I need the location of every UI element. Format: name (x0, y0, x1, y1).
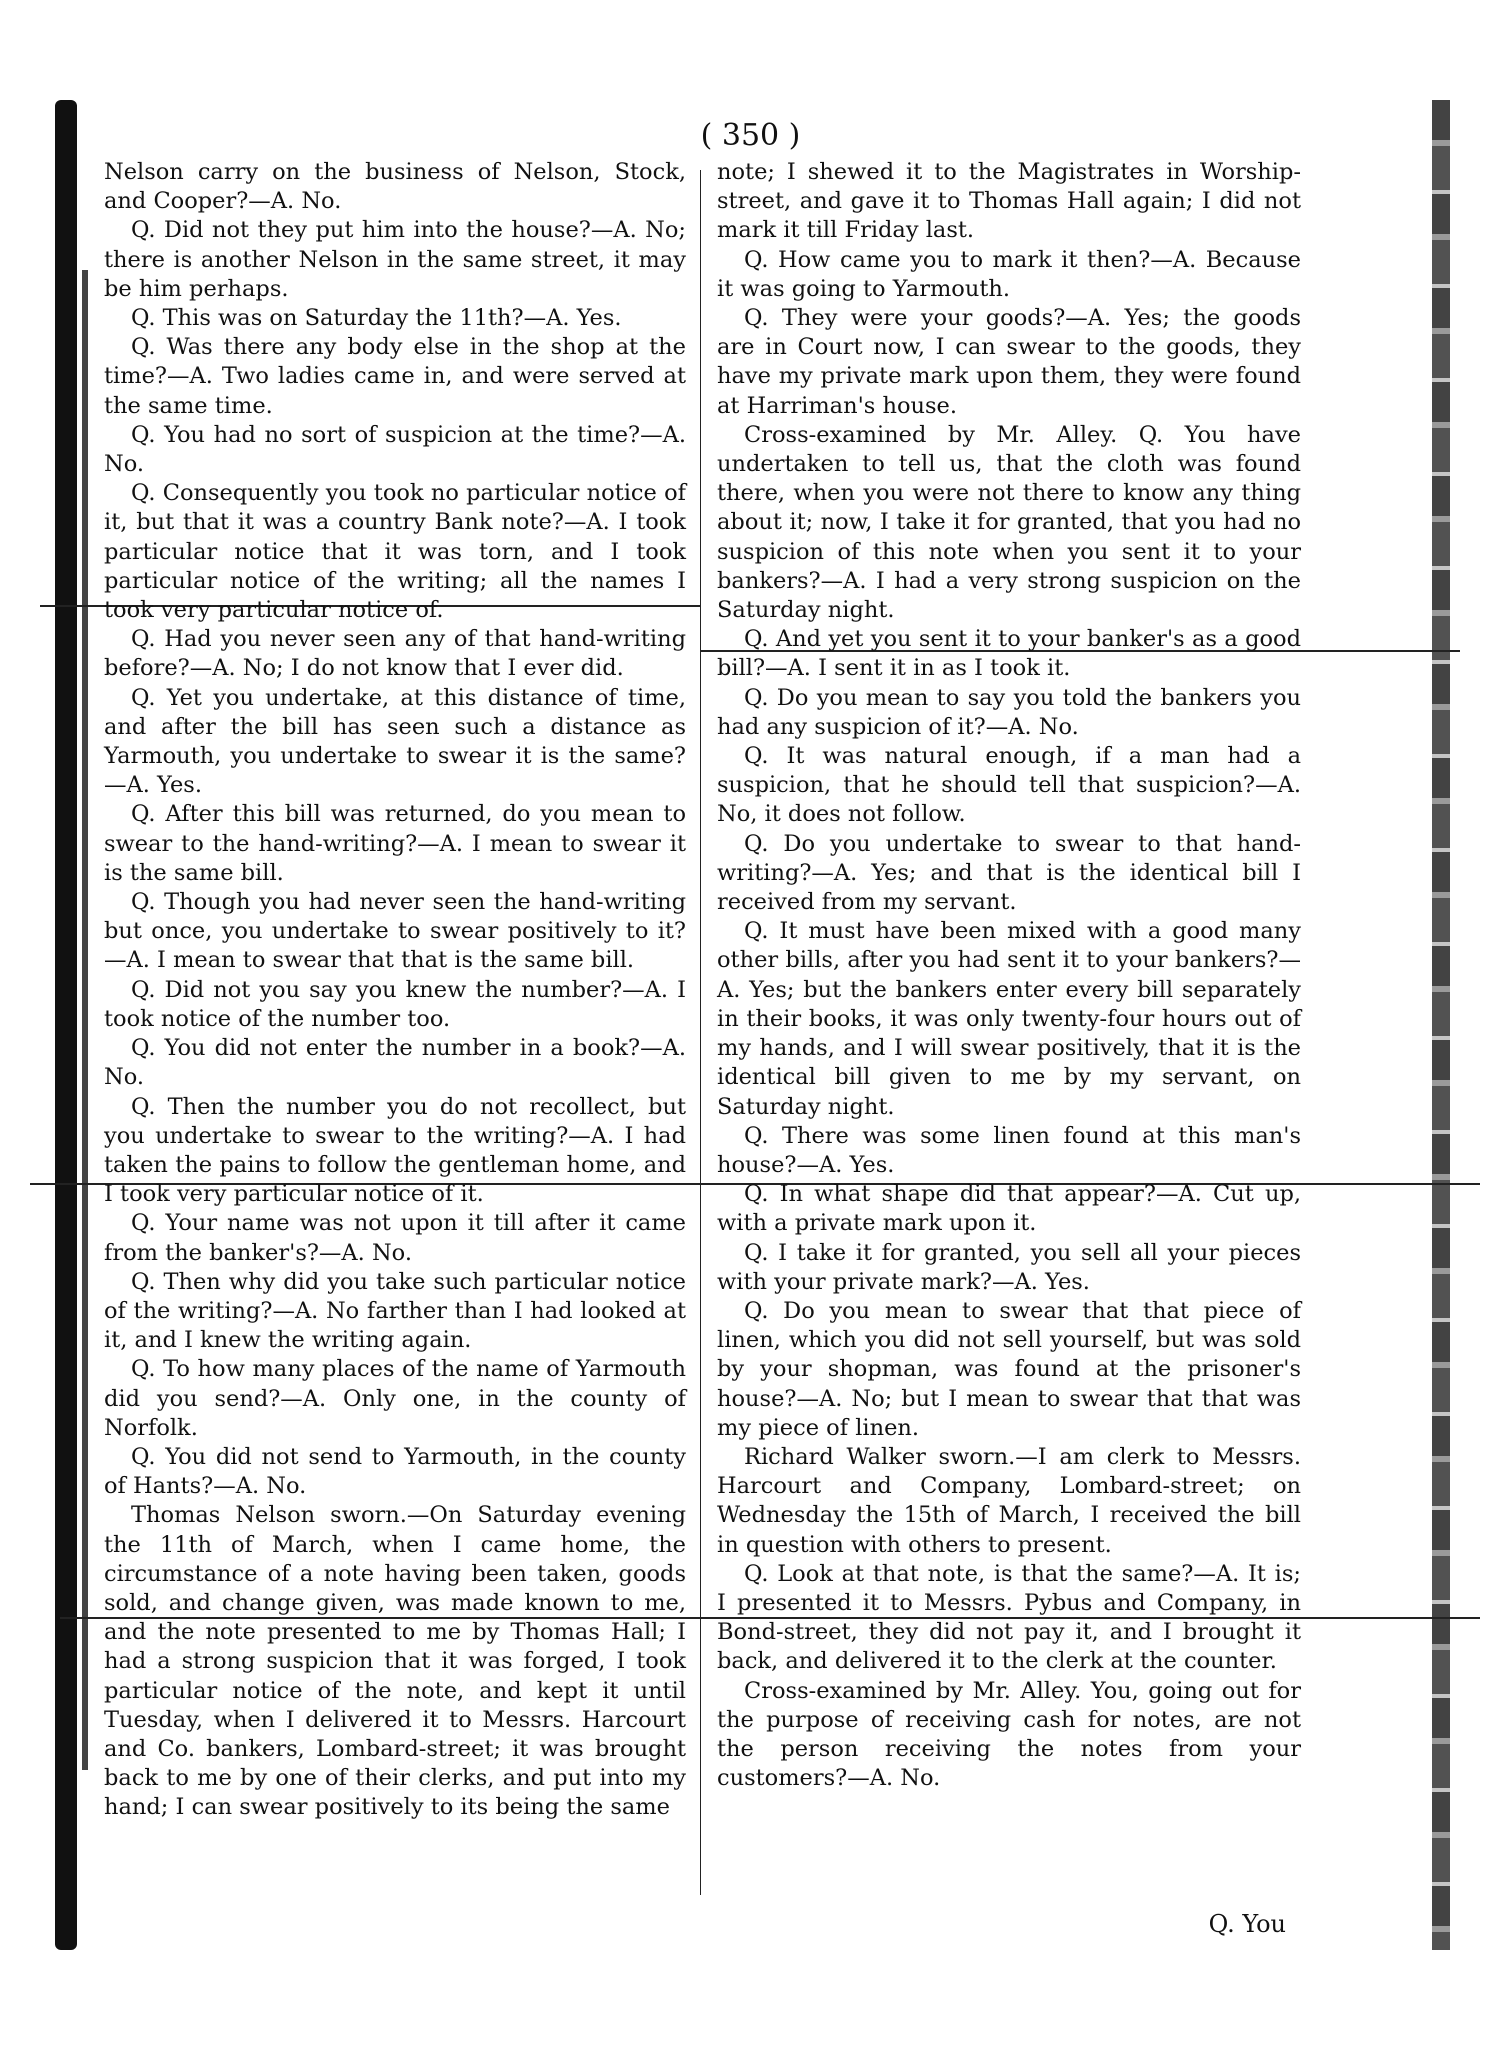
paragraph: Q. How came you to mark it then?—A. Because it was going to Yarmouth. (717, 246, 1301, 302)
paragraph: Q. This was on Saturday the 11th?—A. Yes. (131, 305, 622, 332)
page-number: ( 350 ) (700, 118, 801, 153)
paragraph: Q. To how many places of the name of Yarmouth did you send?—A. Only one, in the county of Norfolk. (104, 1356, 686, 1441)
paragraph: Q. And yet you sent it to your banker's as a good bill?—A. I sent it in as I took it. (717, 626, 1301, 682)
paragraph: Q. It was natural enough, if a man had a suspicion, that he should tell that suspicion?—A. No, it does not follow. (717, 743, 1301, 828)
paragraph: Q. Look at that note, is that the same?—A. It is; I presented it to Messrs. Pybus and Company, in Bond-street, they did not pay it, and I brought it back, and delivered it to the clerk at the counter. (717, 1560, 1301, 1675)
scan-edge-left-inner (82, 270, 88, 1770)
paragraph: Q. Was there any body else in the shop at the time?—A. Two ladies came in, and were served at the same time. (104, 334, 686, 419)
paragraph: Q. Though you had never seen the hand-writing but once, you undertake to swear positively to it?—A. I mean to swear that that is the same bill. (104, 889, 686, 974)
paragraph: Q. It must have been mixed with a good many other bills, after you had sent it to your bankers?—A. Yes; but the bankers enter every bill separately in their books, it was only twenty-four hours out of my hands, and I will swear positively, that it is the identical bill given to me by my servant, on Saturday night. (717, 918, 1301, 1120)
paragraph: Q. Did not they put him into the house?—A. No; there is another Nelson in the same street, it may be him perhaps. (104, 217, 686, 302)
paragraph: Q. You did not send to Yarmouth, in the county of Hants?—A. No. (104, 1443, 686, 1500)
paragraph: Nelson carry on the business of Nelson, Stock, and Cooper?—A. No. (104, 159, 686, 215)
paragraph: Q. They were your goods?—A. Yes; the goods are in Court now, I can swear to the goods, they have my private mark upon them, they were found at Harriman's house. (717, 305, 1301, 419)
paragraph: Cross-examined by Mr. Alley. You, going out for the purpose of receiving cash for notes, are not the person receiving the notes from your customers?—A. No. (717, 1677, 1301, 1792)
paragraph: Q. Do you mean to swear that that piece of linen, which you did not sell yourself, but was sold by your shopman, was found at the prisoner's house?—A. No; but I mean to swear that that was my piece of linen. (717, 1297, 1301, 1441)
paragraph: Q. In what shape did that appear?—A. Cut up, with a private mark upon it. (717, 1181, 1301, 1237)
paragraph: Q. Your name was not upon it till after it came from the banker's?—A. No. (104, 1210, 686, 1266)
scan-edge-right (1432, 100, 1450, 1950)
paragraph: Richard Walker sworn.—I am clerk to Messrs. Harcourt and Company, Lombard-street; on Wednesday the 15th of March, I received the bill in question with others to present. (717, 1443, 1301, 1558)
paragraph: note; I shewed it to the Magistrates in Worship-street, and gave it to Thomas Hall again; I did not mark it till Friday last. (717, 159, 1301, 244)
paragraph: Q. Had you never seen any of that hand-writing before?—A. No; I do not know that I ever did. (104, 626, 686, 682)
paragraph: Q. Did not you say you knew the number?—A. I took notice of the number too. (104, 976, 686, 1032)
paragraph: Thomas Nelson sworn.—On Saturday evening the 11th of March, when I came home, the circumstance of a note having been taken, goods sold, and change given, was made known to me, and the note presented to me by Thomas Hall; I had a strong suspicion that it was forged, I took particular notice of the note, and kept it until Tuesday, when I delivered it to Messrs. Harcourt and Co. bankers, Lombard-street; it was brought back to me by one of their clerks, and put into my hand; I can swear positively to its being the same (104, 1502, 686, 1821)
left-column (104, 158, 686, 1823)
paragraph: Q. Consequently you took no particular notice of it, but that it was a country Bank note?—A. I took particular notice that it was torn, and I took particular notice of the writing; all the names I took very particular notice of. (104, 480, 686, 624)
paragraph: Cross-examined by Mr. Alley. Q. You have undertaken to tell us, that the cloth was found there, when you were not there to know any thing about it; now, I take it for granted, that you had no suspicion of this note when you sent it to your bankers?—A. I had a very strong suspicion on the Saturday night. (717, 421, 1301, 624)
paragraph: Q. Yet you undertake, at this distance of time, and after the bill has seen such a distance as Yarmouth, you undertake to swear it is the same?—A. Yes. (104, 684, 686, 799)
paragraph: Q. After this bill was returned, do you mean to swear to the hand-writing?—A. I mean to swear it is the same bill. (104, 801, 686, 886)
right-column (717, 158, 1301, 1793)
paragraph: Q. Do you undertake to swear to that hand-writing?—A. Yes; and that is the identical bill I received from my servant. (717, 830, 1301, 916)
paragraph: Q. There was some linen found at this man's house?—A. Yes. (717, 1122, 1301, 1178)
paragraph: Q. I take it for granted, you sell all your pieces with your private mark?—A. Yes. (717, 1239, 1301, 1295)
paragraph: Q. Then the number you do not recollect, but you undertake to swear to the writing?—A. I had taken the pains to follow the gentleman home, and I took very particular notice of it. (104, 1093, 686, 1208)
paragraph: Q. You did not enter the number in a book?—A. No. (104, 1035, 686, 1091)
paragraph: Q. You had no sort of suspicion at the time?—A. No. (104, 421, 686, 478)
scan-edge-left (55, 100, 77, 1950)
catchword: Q. You (1208, 1910, 1286, 1938)
column-rule (700, 170, 701, 1895)
paragraph: Q. Do you mean to say you told the bankers you had any suspicion of it?—A. No. (717, 684, 1301, 740)
paragraph: Q. Then why did you take such particular notice of the writing?—A. No farther than I had looked at it, and I knew the writing again. (104, 1268, 686, 1354)
